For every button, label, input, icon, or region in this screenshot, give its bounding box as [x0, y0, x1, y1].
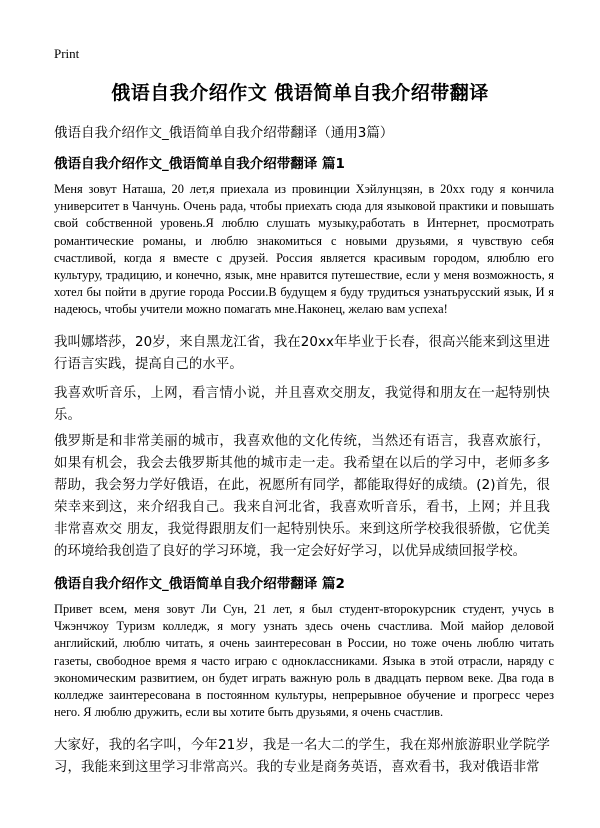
page-subtitle: 俄语自我介绍作文_俄语简单自我介绍带翻译（通用3篇）	[54, 125, 394, 141]
page-title: 俄语自我介绍作文 俄语简单自我介绍带翻译	[111, 82, 489, 104]
section-2-chinese-paragraph-1: 大家好，我的名字叫，今年21岁，我是一名大二的学生，我在郑州旅游职业学院学习，我能来到这里学习非常高兴。我的专业是商务英语，喜欢看书，我对俄语非常	[54, 738, 550, 775]
section-2-russian-text: Привет всем, меня зовут Ли Сун, 21 лет, я был студент-второкурсник студент, учусь в Чжэнчжоу Туризм колледж, я могу узнать здесь очень счастлива. Мой майор деловой английский, люблю читать, я очень заинтересован в России, но тоже очень люблю читать газеты, свободное время я часто играю с одноклассниками. Языка в этой отрасли, наряду с экономическим развитием, он будет играть важную роль в двадцать первом веке. Два года в колледже заинтересована в постоянном культуры, непрерывное обучение и прогресс через него. Я люблю дружить, если вы хотите быть друзьями, я очень счастлив.	[54, 602, 554, 720]
section-2-heading: 俄语自我介绍作文_俄语简单自我介绍带翻译 篇2	[54, 576, 345, 592]
section-1-chinese-paragraph-3: 俄罗斯是和非常美丽的城市，我喜欢他的文化传统，当然还有语言，我喜欢旅行，如果有机会，我会去俄罗斯其他的城市走一走。我希望在以后的学习中，老师多多帮助，我会努力学好俄语，在此，祝愿所有同学，都能取得好的成绩。(2)首先，很荣幸来到这，来介绍我自己。我来自河北省，我喜欢听音乐，看书，上网；并且我非常喜欢交 朋友，我觉得跟朋友们一起特别快乐。来到这所学校我很骄傲，它优美的环境给我创造了良好的学习环境，我一定会好好学习，以优异成绩回报学校。	[54, 434, 550, 559]
section-1-russian-text: Меня зовут Наташа, 20 лет,я приехала из провинции Хэйлунцзян, в 20xx году я кончила университет в Чанчунь. Очень рада, чтобы приехать сюда для языковой практики и повышать свой собственной уровень.Я люблю слушать музыку,работать в Интернет, просмотрать романтические романы, и люблю знакомиться с новыми друзьями, я чувствую себя счастливой, когда я вместе с друзей. Россия является красивым городом, ялюблю его культуру, традицию, и конечно, язык, мне нравится путешествие, если у меня возможность, я хотел бы пойти в другие города России.В будущем я буду трудиться узнатьрусский язык, И я надеюсь, чтобы учители можно помагать мне.Наконец, желаю вам успеха!	[54, 182, 554, 317]
section-1-chinese-paragraph-2: 我喜欢听音乐，上网，看言情小说，并且喜欢交朋友，我觉得和朋友在一起特别快乐。	[54, 386, 550, 423]
section-1-heading: 俄语自我介绍作文_俄语简单自我介绍带翻译 篇1	[54, 156, 345, 172]
section-1-chinese-paragraph-1: 我叫娜塔莎，20岁，来自黑龙江省，我在20xx年毕业于长春，很高兴能来到这里进行语言实践，提高自己的水平。	[54, 335, 550, 372]
print-label: Print	[54, 46, 80, 61]
